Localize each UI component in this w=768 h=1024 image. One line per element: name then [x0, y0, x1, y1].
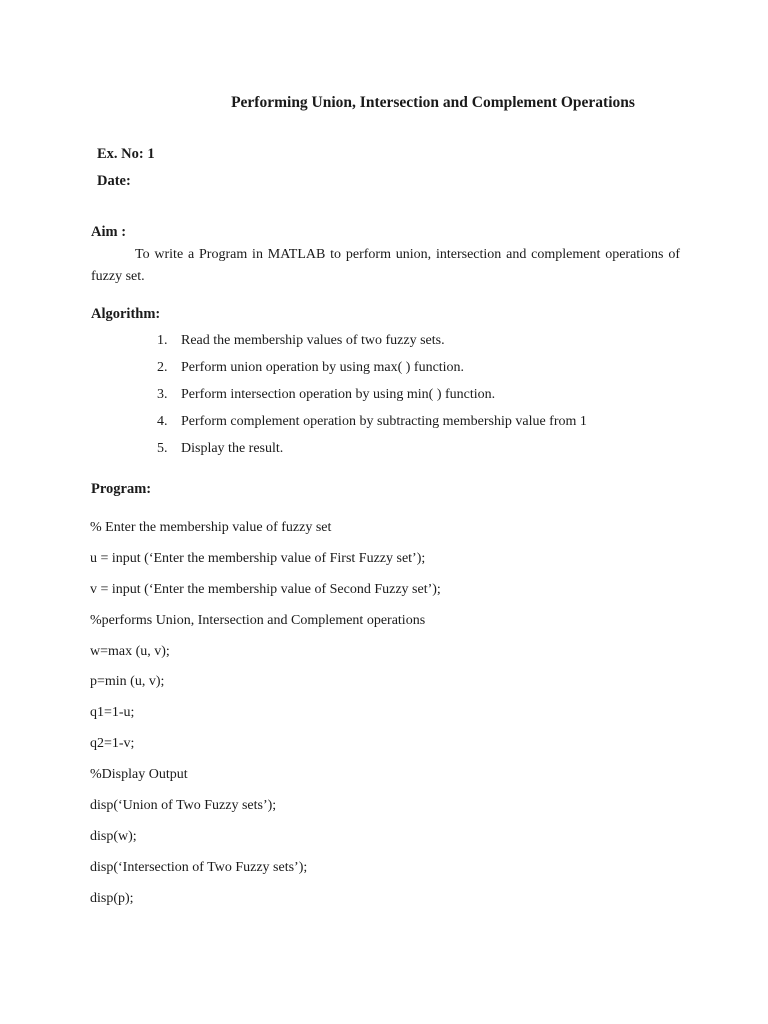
page-title: Performing Union, Intersection and Complement Operations	[231, 94, 635, 111]
code-line: %performs Union, Intersection and Complement operations	[90, 612, 426, 628]
algorithm-step	[157, 330, 587, 357]
step-number: 4.	[157, 414, 168, 429]
algorithm-steps	[157, 330, 587, 465]
program-heading: Program:	[91, 481, 152, 497]
step-text: Read the membership values of two fuzzy sets.	[181, 333, 445, 348]
code-line: %Display Output	[90, 767, 188, 783]
step-text: Perform intersection operation by using min( ) function.	[181, 387, 496, 402]
algorithm-step	[157, 357, 587, 384]
step-text: Display the result.	[181, 441, 284, 456]
code-line: disp(w);	[90, 828, 137, 844]
algorithm-heading: Algorithm:	[91, 306, 161, 322]
step-number: 3.	[157, 387, 168, 402]
algorithm-step	[157, 384, 587, 411]
code-line: disp(p);	[90, 890, 134, 906]
date-label: Date:	[97, 173, 131, 189]
code-line: u = input (‘Enter the membership value of First Fuzzy set’);	[90, 550, 426, 566]
code-line: % Enter the membership value of fuzzy set	[90, 520, 332, 535]
step-text: Perform union operation by using max( ) function.	[181, 360, 465, 375]
code-line: v = input (‘Enter the membership value of Second Fuzzy set’);	[90, 581, 441, 597]
algorithm-step	[157, 438, 587, 465]
program-code	[90, 517, 441, 919]
aim-heading: Aim :	[91, 224, 127, 240]
code-line: q1=1-u;	[90, 705, 135, 721]
algorithm-step	[157, 411, 587, 438]
step-number: 1.	[157, 333, 168, 348]
code-line: q2=1-v;	[90, 736, 135, 752]
step-number: 2.	[157, 360, 168, 375]
code-line: w=max (u, v);	[90, 643, 170, 659]
step-number: 5.	[157, 441, 168, 456]
code-line: disp(‘Intersection of Two Fuzzy sets’);	[90, 859, 308, 875]
code-line: p=min (u, v);	[90, 674, 165, 690]
aim-text: To write a Program in MATLAB to perform union, intersection and complement operations of fuzzy set.	[91, 247, 680, 284]
step-text: Perform complement operation by subtracting membership value from 1	[181, 414, 587, 429]
exercise-number: Ex. No: 1	[97, 146, 155, 162]
code-line: disp(‘Union of Two Fuzzy sets’);	[90, 798, 277, 814]
